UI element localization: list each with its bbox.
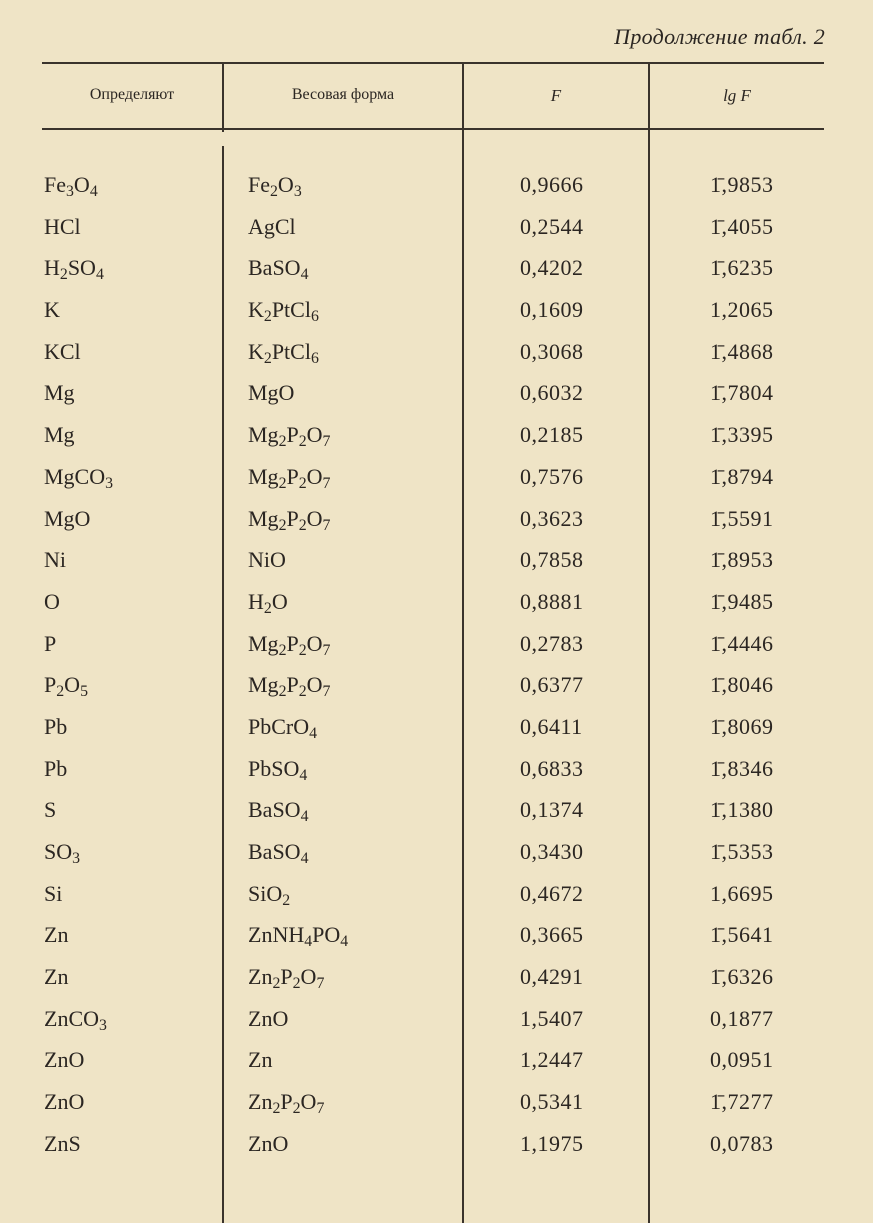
factor-cell: 0,4202: [520, 255, 584, 281]
table-row: [0, 541, 873, 583]
determined-cell: MgO: [44, 505, 91, 531]
log-factor-cell: 1̄,9853: [710, 172, 774, 197]
factor-cell: 0,3430: [520, 839, 584, 864]
header-top-rule: [42, 62, 824, 64]
log-factor-cell: 1̄,5591: [710, 505, 774, 531]
weight-form-cell: SiO$_2$: [248, 880, 291, 909]
determined-cell: Zn: [44, 922, 69, 948]
log-factor-cell: 1̄,5641: [710, 922, 774, 948]
weight-form-cell: $Mg_2P_2O_7$: [248, 422, 331, 451]
factor-cell: 0,2185: [520, 422, 584, 448]
log-factor-cell: 1̄,9485: [710, 588, 774, 614]
table-row: [0, 583, 873, 625]
determined-cell: K: [44, 297, 60, 323]
table-row: [0, 458, 873, 500]
table-row: [0, 500, 873, 542]
weight-form-cell: $Zn_2P_2O_7$: [248, 964, 325, 993]
factor-cell: 1,5407: [520, 1005, 584, 1031]
weight-form-cell: ZnO: [248, 1005, 289, 1031]
determined-cell: MgCO$_3$: [44, 463, 114, 492]
table-body: [0, 166, 873, 1167]
table-row: [0, 249, 873, 291]
determined-cell: ZnO: [44, 1089, 85, 1115]
log-factor-cell: 1̄,4055: [710, 213, 774, 239]
determined-cell: $H_2SO_4$: [44, 255, 104, 284]
table-row: [0, 416, 873, 458]
weight-form-cell: $K_2PtCl_6$: [248, 297, 319, 326]
factor-cell: 0,3665: [520, 922, 584, 948]
determined-cell: Pb: [44, 755, 68, 781]
factor-cell: 0,6032: [520, 380, 584, 406]
factor-cell: 0,2783: [520, 630, 584, 656]
weight-form-cell: $Fe_2O_3$: [248, 172, 302, 200]
weight-form-cell: MgO: [248, 380, 295, 406]
weight-form-cell: PbCrO$_4$: [248, 713, 318, 742]
table-row: [0, 1041, 873, 1083]
determined-cell: Pb: [44, 713, 68, 739]
log-factor-cell: 0,0951: [710, 1047, 774, 1073]
table-row: [0, 750, 873, 792]
table-caption: Продолжение табл. 2: [614, 24, 825, 49]
log-factor-cell: 1,2065: [710, 297, 774, 323]
table-row: [0, 791, 873, 833]
log-factor-cell: 1̄,7804: [710, 380, 774, 406]
header-weight-form: Весовая форма: [291, 86, 395, 103]
factor-cell: 0,3623: [520, 505, 584, 531]
weight-form-cell: PbSO$_4$: [248, 755, 308, 784]
factor-cell: 0,8881: [520, 588, 584, 614]
weight-form-cell: BaSO$_4$: [248, 797, 309, 826]
table-row: [0, 708, 873, 750]
header-lg-f: lg F: [723, 86, 751, 105]
weight-form-cell: AgCl: [248, 213, 296, 239]
determined-cell: Zn: [44, 964, 69, 990]
table-row: [0, 1000, 873, 1042]
log-factor-cell: 0,0783: [710, 1130, 774, 1156]
weight-form-cell: Zn: [248, 1047, 273, 1073]
log-factor-cell: 1̄,4446: [710, 630, 774, 656]
log-factor-cell: 1,6695: [710, 880, 774, 906]
determined-cell: S: [44, 797, 57, 823]
log-factor-cell: 1̄,8953: [710, 547, 774, 573]
log-factor-cell: 1̄,4868: [710, 338, 774, 364]
determined-cell: $P_2O_5$: [44, 672, 88, 701]
table-row: [0, 916, 873, 958]
table-row: [0, 958, 873, 1000]
determined-cell: $SO_3$: [44, 839, 81, 867]
weight-form-cell: $Mg_2P_2O_7$: [248, 505, 331, 534]
determined-cell: Mg: [44, 422, 75, 448]
factor-cell: 0,4291: [520, 964, 584, 990]
determined-cell: $Fe_3O_4$: [44, 172, 98, 200]
factor-cell: 1,2447: [520, 1047, 584, 1073]
determined-cell: ZnS: [44, 1130, 81, 1156]
factor-cell: 0,3068: [520, 338, 584, 364]
log-factor-cell: 1̄,7277: [710, 1089, 774, 1115]
table-row: [0, 625, 873, 667]
determined-cell: ZnO: [44, 1047, 85, 1073]
table-row: [0, 666, 873, 708]
table-row: [0, 208, 873, 250]
factor-cell: 0,4672: [520, 880, 584, 906]
determined-cell: P: [44, 630, 57, 656]
weight-form-cell: $ZnNH_4PO_4$: [248, 922, 349, 951]
header-f: F: [550, 86, 562, 105]
factor-cell: 0,7858: [520, 547, 584, 573]
table-row: [0, 875, 873, 917]
log-factor-cell: 1̄,8069: [710, 713, 774, 739]
table-row: [0, 166, 873, 208]
determined-cell: KCl: [44, 338, 81, 364]
weight-form-cell: BaSO$_4$: [248, 255, 309, 284]
log-factor-cell: 1̄,8794: [710, 463, 774, 489]
table-row: [0, 291, 873, 333]
determined-cell: O: [44, 588, 60, 614]
header-bottom-rule: [42, 128, 824, 130]
log-factor-cell: 1̄,6235: [710, 255, 774, 281]
weight-form-cell: BaSO$_4$: [248, 839, 309, 867]
weight-form-cell: $Mg_2P_2O_7$: [248, 630, 331, 659]
weight-form-cell: $Zn_2P_2O_7$: [248, 1089, 325, 1118]
table-row: [0, 1125, 873, 1167]
weight-form-cell: $H_2O$: [248, 588, 288, 617]
factor-cell: 0,6377: [520, 672, 584, 698]
table-row: [0, 333, 873, 375]
determined-cell: Si: [44, 880, 63, 906]
determined-cell: HCl: [44, 213, 81, 239]
log-factor-cell: 1̄,8046: [710, 672, 774, 698]
log-factor-cell: 0,1877: [710, 1005, 774, 1031]
table-row: [0, 1083, 873, 1125]
factor-cell: 1,1975: [520, 1130, 584, 1156]
log-factor-cell: 1̄,5353: [710, 839, 774, 864]
weight-form-cell: $K_2PtCl_6$: [248, 338, 319, 367]
factor-cell: 0,1609: [520, 297, 584, 323]
weight-form-cell: $Mg_2P_2O_7$: [248, 463, 331, 492]
determined-cell: Mg: [44, 380, 75, 406]
header-determined: Определяют: [89, 86, 175, 103]
log-factor-cell: 1̄,1380: [710, 797, 774, 823]
log-factor-cell: 1̄,3395: [710, 422, 774, 448]
factor-cell: 0,6411: [520, 713, 583, 739]
weight-form-cell: NiO: [248, 547, 286, 573]
log-factor-cell: 1̄,6326: [710, 964, 774, 990]
factor-cell: 0,9666: [520, 172, 584, 197]
weight-form-cell: ZnO: [248, 1130, 289, 1156]
table-row: [0, 833, 873, 875]
factor-cell: 0,2544: [520, 213, 584, 239]
weight-form-cell: $Mg_2P_2O_7$: [248, 672, 331, 701]
determined-cell: Ni: [44, 547, 66, 573]
factor-cell: 0,5341: [520, 1089, 584, 1115]
determined-cell: ZnCO$_3$: [44, 1005, 107, 1034]
factor-cell: 0,6833: [520, 755, 584, 781]
log-factor-cell: 1̄,8346: [710, 755, 774, 781]
factor-cell: 0,1374: [520, 797, 584, 823]
table-row: [0, 374, 873, 416]
factor-cell: 0,7576: [520, 463, 584, 489]
